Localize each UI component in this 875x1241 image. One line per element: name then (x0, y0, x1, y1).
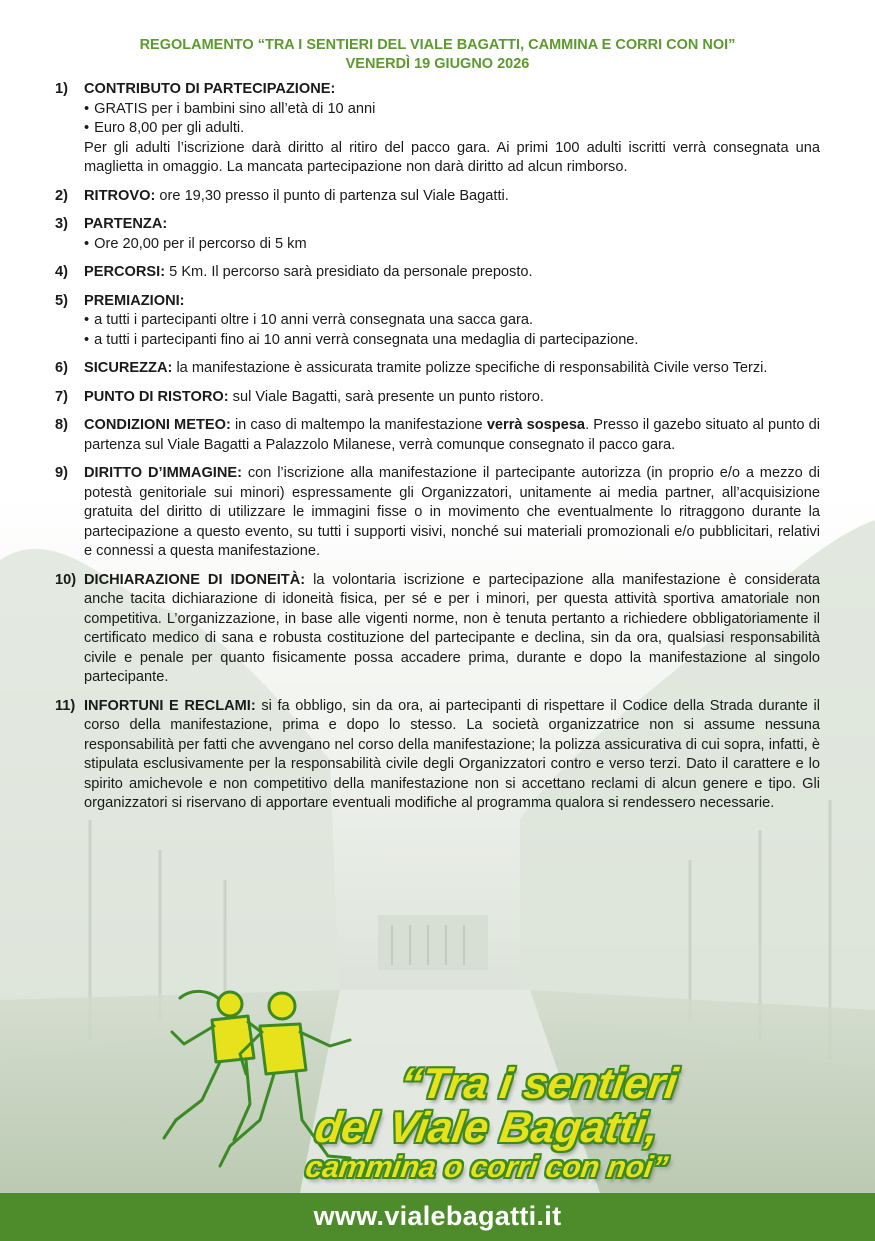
rule-text: la volontaria iscrizione e partecipazione alla manifestazione è considerata anche tacita dichiarazione di idoneità fisica, per sé e per i minori, per questa attività sportiva amatoriale non competitiva. L’organizzazione, in base alle vigenti norme, non è tenuta pertanto a richiedere obbligatoriamente il certificato medico di sana e robusta costituzione del partecipante e declina, sin da ora, qualsiasi responsabilità civile e penale per quanto fisicamente possa accadere prima, durante e dopo la manifestazione al singolo partecipante. (84, 571, 820, 685)
footer-bar (0, 1193, 875, 1241)
regulation-title: REGOLAMENTO “TRA I SENTIERI DEL VIALE BAGATTI, CAMMINA E CORRI CON NOI” (139, 37, 736, 53)
rule-number: 8) (55, 417, 68, 433)
rule-partenza (55, 215, 820, 254)
rule-text: in caso di maltempo la manifestazione (234, 417, 483, 433)
rule-title: PUNTO DI RISTORO: (84, 388, 229, 405)
rule-punto-ristoro (55, 388, 820, 408)
rule-bullet: • Ore 20,00 per il percorso di 5 km (84, 235, 820, 255)
rule-title: CONDIZIONI METEO: (84, 417, 231, 433)
rule-number: 4) (55, 264, 68, 280)
rule-number: 6) (55, 360, 68, 376)
rule-number: 7) (55, 388, 68, 405)
slogan-line-2: del Viale Bagatti, (312, 1104, 662, 1152)
rule-title: RITROVO: (84, 187, 156, 204)
rule-bullet: • GRATIS per i bambini sino all’età di 10 anni (84, 100, 820, 120)
rule-number: 2) (55, 187, 68, 204)
rule-condizioni-meteo (55, 416, 820, 455)
rule-infortuni-reclami (55, 697, 820, 814)
rule-title: INFORTUNI E RECLAMI: (84, 697, 256, 714)
rule-title: SICUREZZA: (84, 360, 173, 376)
rule-title: DICHIARAZIONE DI IDONEITÀ: (84, 571, 306, 588)
rule-diritto-immagine (55, 464, 820, 562)
rule-sicurezza (55, 359, 820, 379)
rule-bullet: • Euro 8,00 per gli adulti. (84, 119, 820, 139)
rule-premiazioni (55, 292, 820, 351)
slogan-line-1: “Tra i sentieri (397, 1060, 681, 1108)
rule-number: 3) (55, 216, 68, 232)
rule-text: . Presso il gazebo situato al punto di partenza sul Viale Bagatti a Palazzolo Milanese, verrà comunque consegnato il pacco gara. (84, 417, 820, 453)
rule-text-emphasis: verrà sospesa (486, 417, 586, 433)
rule-text: 5 Km. Il percorso sarà presidiato da personale preposto. (169, 264, 533, 280)
rule-number: 1) (55, 81, 68, 97)
rule-number: 11) (55, 697, 76, 714)
rule-text: la manifestazione è assicurata tramite polizze specifiche di responsabilità Civile verso Terzi. (176, 360, 768, 376)
rule-text: con l’iscrizione alla manifestazione il partecipante autorizza (in proprio e/o a mezzo di potestà genitoriale sui minori) espressamente gli Organizzatori, unitamente ai media partner, all’acquisizione gratuita del diritto di utilizzare le immagini fisse o in movimento che eventualmente lo ritraggono durante la partecipazione a questo evento, su tutti i supporti visivi, nonché sui materiali promozionali e/o pubblicitari, relativi e connessi a questa manifestazione. (84, 465, 820, 559)
rule-title: PERCORSI: (84, 264, 166, 280)
rule-bullet: • a tutti i partecipanti oltre i 10 anni verrà consegnata una sacca gara. (84, 311, 820, 331)
rule-title: CONTRIBUTO DI PARTECIPAZIONE: (84, 81, 336, 97)
rule-contributo (55, 80, 820, 178)
rule-title: DIRITTO D’IMMAGINE: (84, 465, 242, 481)
rule-percorsi (55, 263, 820, 283)
page-header (60, 36, 815, 74)
rule-number: 5) (55, 292, 68, 309)
website-link[interactable]: www.vialebagatti.it (313, 1201, 562, 1231)
event-slogan-logo (291, 1062, 738, 1186)
rule-bullet: • a tutti i partecipanti fino ai 10 anni verrà consegnata una medaglia di partecipazione. (84, 331, 820, 351)
rule-dichiarazione-idoneita (55, 571, 820, 688)
rules-list (55, 80, 820, 823)
rule-ritrovo (55, 187, 820, 207)
rule-title: PARTENZA: (84, 216, 168, 232)
rule-number: 10) (55, 571, 77, 588)
rule-text: ore 19,30 presso il punto di partenza sul Viale Bagatti. (159, 187, 509, 204)
event-date: VENERDÌ 19 GIUGNO 2026 (345, 56, 530, 72)
rule-number: 9) (55, 465, 68, 481)
slogan-line-3: cammina o corri con noi” (303, 1151, 670, 1184)
rule-title: PREMIAZIONI: (84, 292, 185, 309)
rule-text: Per gli adulti l’iscrizione darà diritto al ritiro del pacco gara. Ai primi 100 adulti iscritti verrà consegnata una maglietta in omaggio. La mancata partecipazione non darà diritto ad alcun rimborso. (84, 139, 820, 175)
rule-text: sul Viale Bagatti, sarà presente un punto ristoro. (232, 388, 544, 405)
rule-text: si fa obbligo, sin da ora, ai partecipanti di rispettare il Codice della Strada durante il corso della manifestazione, prima e dopo lo stesso. La società organizzatrice non si assume nessuna responsabilità per fatti che avvengano nel corso della manifestazione; la polizza assicurativa di cui sopra, infatti, è stipulata esclusivamente per la responsabilità civile degli Organizzatori contro e verso terzi. Dato il carattere e lo spirito amichevole e non competitivo della manifestazione non si accettano reclami di alcun genere e tipo. Gli organizzatori si riservano di apportare eventuali modifiche al programma qualora si rendessero necessarie. (84, 697, 820, 811)
